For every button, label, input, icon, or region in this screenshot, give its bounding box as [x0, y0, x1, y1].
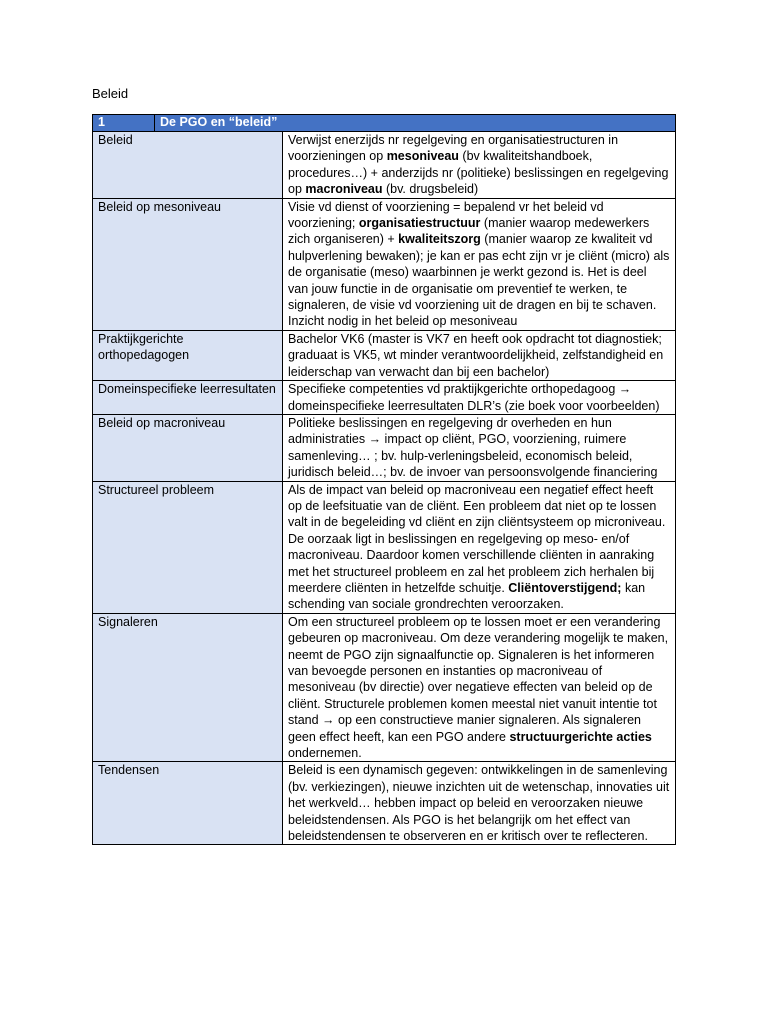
definition-text: Verwijst enerzijds nr regelgeving en organisatiestructuren in voorzieningen op — [288, 133, 619, 164]
table-row — [93, 330, 676, 380]
definition-text: Bachelor VK6 (master is VK7 en heeft ook opdracht tot diagnostiek; graduaat is VK5, wt minder verantwoordelijkheid, zelfstandigheid en leiderschap van verwacht dan bij een bachelor) — [288, 331, 664, 379]
table-row — [93, 414, 676, 481]
glossary-table — [92, 114, 676, 845]
definition-cell — [283, 762, 676, 845]
term-cell: Domeinspecifieke leerresultaten — [93, 381, 283, 415]
definition-bold-text: organisatiestructuur — [358, 216, 481, 231]
definition-text: Politieke beslissingen en regelgeving dr overheden en hun administraties → impact op cliënt, PGO, voorziening, ruimere samenleving… ; bv. hulp-verleningsbeleid, economisch beleid, juridisch beleid…; bv. de invoer van persoonsvolgende financiering — [288, 415, 658, 480]
definition-bold-text: mesoniveau — [386, 149, 459, 164]
page-heading: Beleid — [92, 86, 129, 101]
term-cell: Structureel probleem — [93, 481, 283, 613]
definition-cell — [283, 330, 676, 380]
definition-text: ondernemen. — [288, 746, 362, 761]
definition-text: kan schending van sociale grondrechten veroorzaken. — [288, 580, 646, 612]
table-row — [93, 132, 676, 199]
definition-cell — [283, 414, 676, 481]
table-row — [93, 613, 676, 762]
definition-text: Beleid is een dynamisch gegeven: ontwikkelingen in de samenleving (bv. verkiezingen), nieuwe inzichten uit de wetenschap, innovaties uit het werkveld… hebben impact op beleid en veroorzaken nieuwe beleidstendensen. Als PGO is het belangrijk om het effect van beleidstendensen te observeren en er kritisch over te reflecteren. — [288, 763, 670, 844]
definition-text: Als de impact van beleid op macroniveau een negatief effect heeft op de leefsituatie van de cliënt. Een probleem dat niet op te lossen valt in de begeleiding vd cliënt en zijn cliëntsysteem op microniveau. De oorzaak ligt in beslissingen en regelgeving op meso- en/of macroniveau. Daardoor komen verschillende cliënten in aanraking met het structureel probleem en zal het probleem zich herhalen bij meerdere cliënten in hetzelfde schuitje. — [288, 482, 666, 595]
header-title: De PGO en “beleid” — [155, 115, 676, 132]
glossary-body — [93, 115, 676, 845]
table-header-row — [93, 115, 676, 132]
definition-bold-text: kwaliteitszorg — [398, 232, 481, 247]
term-cell: Signaleren — [93, 613, 283, 762]
table-row — [93, 381, 676, 415]
definition-cell — [283, 481, 676, 613]
definition-cell — [283, 198, 676, 330]
term-cell: Beleid op macroniveau — [93, 414, 283, 481]
table-row — [93, 198, 676, 330]
definition-bold-text: macroniveau — [305, 182, 383, 197]
definition-text: (bv kwaliteitshandboek, procedures…) + anderzijds nr (politieke) beslissingen en regelgeving op — [288, 149, 669, 197]
table-row — [93, 481, 676, 613]
definition-bold-text: structuurgerichte acties — [509, 729, 652, 744]
definition-cell — [283, 381, 676, 415]
definition-text: Om een structureel probleem op te lossen moet er een verandering gebeuren op macroniveau. Om deze verandering mogelijk te maken, neemt de PGO zijn signaalfunctie op. Signaleren is het informeren van bevoegde personen en instanties op macroniveau of mesoniveau (bv directie) over negatieve effecten van beleid op de cliënt. Structurele problemen komen meestal niet vanuit intentie tot stand → op een constructieve manier signaleren. Als signaleren geen effect heeft, kan een PGO andere — [288, 614, 669, 744]
definition-text: (manier waarop ze kwaliteit vd hulpverlening bewaken); je kan er pas echt zijn vr je cliënt (micro) als de organisatie (meso) waarbinnen je werkt gezond is. Het is deel van jouw functie in de organisatie om preventief te werken, te signaleren, de visie vd voorziening uit de dragen en bij te schaven. Inzicht nodig in het beleid op mesoniveau — [288, 232, 670, 329]
definition-text: Visie vd dienst of voorziening = bepalend vr het beleid vd voorziening; — [288, 199, 604, 231]
term-cell: Beleid op mesoniveau — [93, 198, 283, 330]
table-row — [93, 762, 676, 845]
definition-text: (manier waarop medewerkers zich organiseren) + — [288, 216, 650, 247]
definition-text: (bv. drugsbeleid) — [382, 182, 479, 197]
term-cell: Tendensen — [93, 762, 283, 845]
definition-cell — [283, 132, 676, 199]
header-number: 1 — [93, 115, 155, 132]
term-cell: Praktijkgerichte orthopedagogen — [93, 330, 283, 380]
definition-cell — [283, 613, 676, 762]
definition-bold-text: Cliëntoverstijgend; — [508, 580, 622, 595]
term-cell: Beleid — [93, 132, 283, 199]
definition-text: Specifieke competenties vd praktijkgerichte orthopedagoog → domeinspecifieke leerresultaten DLR’s (zie boek voor voorbeelden) — [288, 382, 660, 413]
